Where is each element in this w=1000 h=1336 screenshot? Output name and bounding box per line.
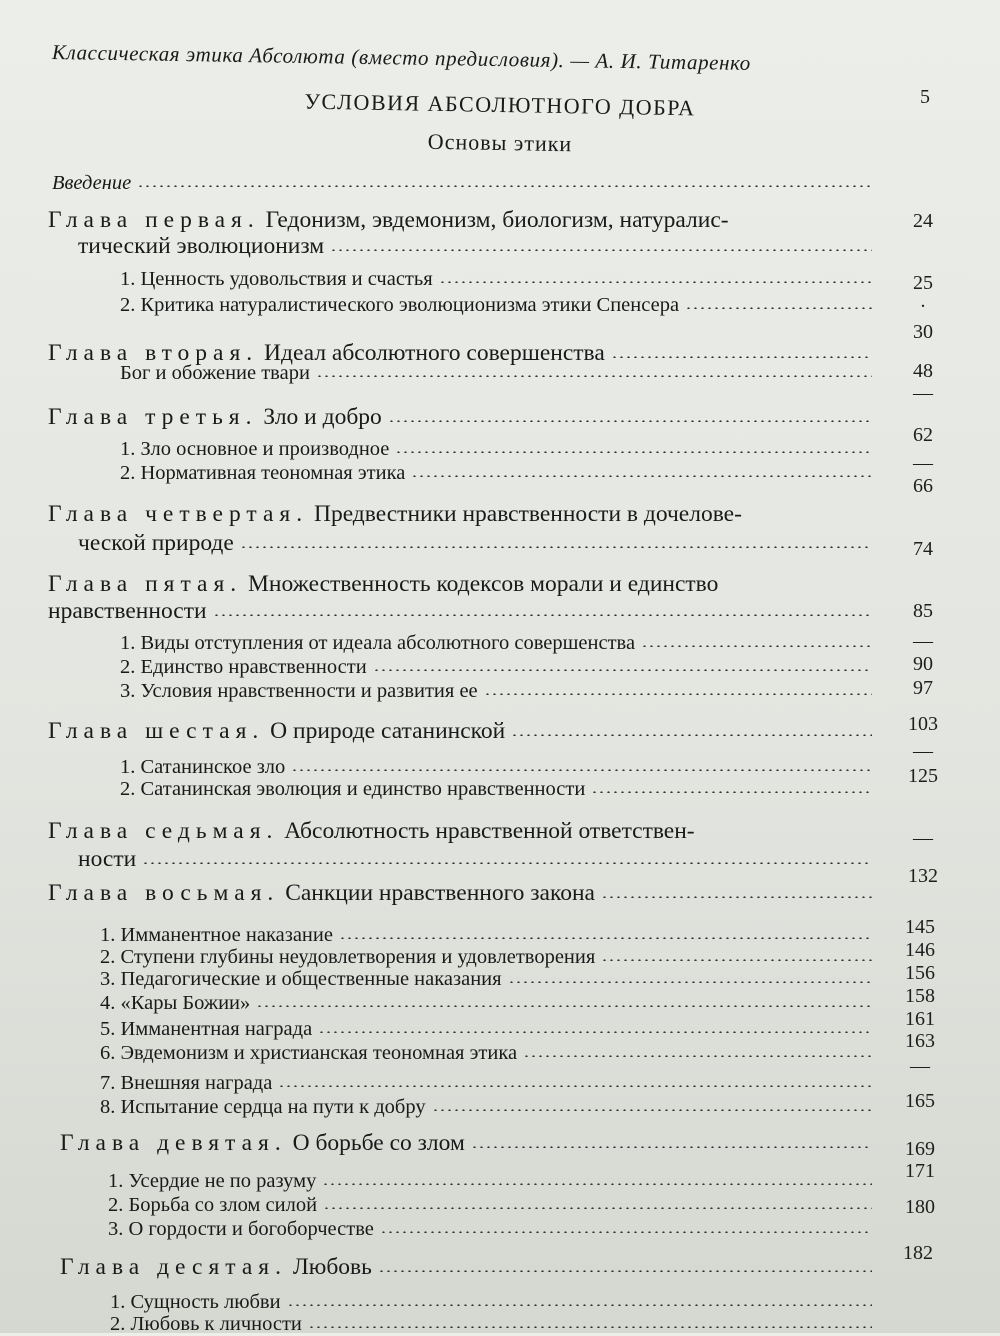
- section-label: 1. Сатанинское зло: [120, 756, 286, 778]
- chapter-title: О борьбе со злом: [292, 1130, 465, 1156]
- chapter-word: Глава третья.: [48, 404, 258, 430]
- chapter-title: Множественность кодексов морали и единство: [248, 571, 719, 597]
- toc-entry: [108, 1218, 872, 1241]
- leader-dots: [395, 451, 872, 453]
- chapter-5-page: 85: [913, 600, 933, 622]
- toc-entry: [100, 946, 872, 969]
- chapter-7-page: —: [913, 827, 933, 849]
- chapter-title-cont: ности: [78, 846, 137, 872]
- leader-dots: [432, 1109, 872, 1111]
- leader-dots: [330, 249, 872, 251]
- leader-dots: [601, 959, 872, 961]
- book-title: УСЛОВИЯ АБСОЛЮТНОГО ДОБРА: [304, 88, 696, 121]
- leader-dots: [511, 734, 872, 736]
- toc-entry: [120, 778, 872, 801]
- toc-entry: [120, 462, 872, 485]
- section-page: 146: [905, 939, 935, 961]
- toc-entry: [108, 1170, 872, 1193]
- section-page: 161: [905, 1008, 935, 1030]
- toc-entry: [120, 756, 872, 779]
- leader-dots: [685, 307, 872, 309]
- section-label: 2. Критика натуралистического эволюционизма этики Спенсера: [120, 294, 680, 316]
- leader-dots: [411, 475, 872, 477]
- chapter-7-page-2: 132: [908, 865, 938, 887]
- chapter-title: Любовь: [292, 1254, 372, 1280]
- chapter-word: Глава четвертая.: [48, 501, 309, 527]
- chapter-2-page: 48: [913, 360, 933, 382]
- toc-entry: [120, 632, 872, 655]
- section-label: 2. Борьба со злом силой: [108, 1194, 318, 1216]
- section-page: —: [913, 740, 933, 762]
- chapter-5-heading: [48, 571, 872, 598]
- chapter-8-heading: [48, 880, 872, 907]
- section-page: 165: [905, 1090, 935, 1112]
- chapter-title-cont: ческой природе: [78, 530, 234, 556]
- chapter-word: Глава девятая.: [60, 1130, 287, 1156]
- chapter-4-page: 74: [913, 538, 933, 560]
- toc-entry: [100, 968, 872, 991]
- leader-dots: [471, 1146, 872, 1148]
- chapter-word: Глава десятая.: [60, 1254, 287, 1280]
- toc-entry: [120, 680, 872, 703]
- section-label: 7. Внешняя награда: [100, 1072, 273, 1094]
- chapter-7-heading-cont: [78, 846, 872, 873]
- section-label: 2. Сатанинская эволюция и единство нравственности: [120, 778, 586, 800]
- toc-entry: [120, 438, 872, 461]
- chapter-1-heading-cont: [78, 233, 872, 260]
- section-page: 180: [905, 1196, 935, 1218]
- section-label: 5. Имманентная награда: [100, 1018, 313, 1040]
- toc-entry: [100, 1096, 872, 1119]
- chapter-10-heading: [60, 1254, 872, 1281]
- leader-dots: [322, 1183, 872, 1185]
- section-label: 2. Нормативная теономная этика: [120, 462, 406, 484]
- leader-dots: [339, 937, 872, 939]
- chapter-word: Глава шестая.: [48, 718, 265, 744]
- section-label: 1. Сущность любви: [110, 1291, 281, 1313]
- leader-dots: [484, 693, 872, 695]
- toc-entry: [120, 294, 872, 317]
- leader-dots: [240, 546, 872, 548]
- section-page: —: [913, 382, 933, 404]
- leader-dots: [641, 645, 872, 647]
- section-page: 90: [913, 653, 933, 675]
- section-label: 2. Ступени глубины неудовлетворения и удовлетворения: [100, 946, 596, 968]
- section-page: 25: [913, 272, 933, 294]
- chapter-word: Глава восьмая.: [48, 880, 280, 906]
- chapter-4-heading-cont: [78, 530, 872, 557]
- section-label: 8. Испытание сердца на пути к добру: [100, 1096, 426, 1118]
- chapter-3-heading: [48, 404, 872, 431]
- chapter-title: Идеал абсолютного совершенства: [264, 340, 605, 366]
- chapter-6-page: 103: [908, 713, 938, 735]
- toc-intro: [52, 172, 872, 195]
- chapter-word: Глава вторая.: [48, 340, 259, 366]
- chapter-4-heading: [48, 501, 872, 528]
- section-page: 163: [905, 1030, 935, 1052]
- chapter-word: Глава пятая.: [48, 571, 243, 597]
- chapter-3-page: 62: [913, 424, 933, 446]
- leader-dots: [318, 1031, 872, 1033]
- section-label: 1. Ценность удовольствия и счастья: [120, 268, 433, 290]
- section-label: 4. «Кары Божии»: [100, 992, 251, 1014]
- chapter-title-cont: нравственности: [48, 598, 207, 624]
- book-subtitle: Основы этики: [427, 128, 573, 157]
- leader-dots: [323, 1207, 872, 1209]
- section-label: 1. Виды отступления от идеала абсолютного совершенства: [120, 632, 636, 654]
- toc-entry: [100, 1018, 872, 1041]
- section-label: 1. Имманентное наказание: [100, 924, 333, 946]
- chapter-title: Предвестники нравственности в дочелове-: [313, 501, 742, 527]
- leader-dots: [137, 185, 872, 187]
- chapter-word: Глава седьмая.: [48, 818, 279, 844]
- chapter-title-cont: тический эволюционизм: [78, 233, 325, 259]
- preface-line: [52, 40, 751, 76]
- section-page: 171: [905, 1160, 935, 1182]
- chapter-title: Гедонизм, эвдемонизм, биологизм, натуралис-: [265, 207, 729, 233]
- section-page: 97: [913, 677, 933, 699]
- preface-text: Классическая этика Абсолюта (вместо предисловия). — А. И. Титаренко: [51, 40, 752, 75]
- chapter-9-heading: [60, 1130, 872, 1157]
- leader-dots: [308, 1326, 872, 1328]
- leader-dots: [278, 1085, 872, 1087]
- toc-entry: [100, 1042, 872, 1065]
- section-label: 3. Условия нравственности и развития ее: [120, 680, 478, 702]
- leader-dots: [287, 1304, 872, 1306]
- leader-dots: [316, 375, 872, 377]
- toc-entry: [120, 656, 872, 679]
- section-label: 3. Педагогические и общественные наказания: [100, 968, 502, 990]
- leader-dots: [601, 896, 872, 898]
- toc-entry: [110, 1291, 872, 1314]
- leader-dots: [523, 1055, 872, 1057]
- chapter-1-page: 24: [913, 210, 933, 232]
- chapter-1-heading: [48, 207, 872, 234]
- chapter-6-heading: [48, 718, 872, 745]
- toc-entry: [100, 924, 872, 947]
- chapter-title: Абсолютность нравственной ответствен-: [284, 818, 695, 844]
- leader-dots: [508, 981, 872, 983]
- leader-dots: [380, 1231, 872, 1233]
- section-page: 66: [913, 475, 933, 497]
- section-page: 156: [905, 962, 935, 984]
- section-label: 2. Любовь к личности: [110, 1313, 302, 1335]
- leader-dots: [291, 769, 872, 771]
- leader-dots: [373, 669, 872, 671]
- section-label: 6. Эвдемонизм и христианская теономная этика: [100, 1042, 518, 1064]
- toc-entry: [100, 992, 872, 1015]
- toc-entry: [108, 1194, 872, 1217]
- preface-page: 5: [920, 86, 930, 108]
- toc-entry: [100, 1072, 872, 1095]
- leader-dots: [388, 420, 872, 422]
- section-label: 3. О гордости и богоборчестве: [108, 1218, 374, 1240]
- section-page: 145: [905, 916, 935, 938]
- section-page: —: [910, 1055, 930, 1077]
- ditto-mark: .: [920, 290, 926, 312]
- intro-label: Введение: [52, 172, 132, 194]
- leader-dots: [213, 614, 872, 616]
- chapter-title: Зло и добро: [263, 404, 382, 430]
- chapter-9-page: 169: [905, 1138, 935, 1160]
- section-page: 125: [908, 765, 938, 787]
- section-label: 1. Усердие не по разуму: [108, 1170, 317, 1192]
- section-page: —: [913, 452, 933, 474]
- leader-dots: [256, 1005, 872, 1007]
- chapter-5-heading-cont: [48, 598, 872, 625]
- section-label: 1. Зло основное и производное: [120, 438, 390, 460]
- leader-dots: [439, 281, 872, 283]
- leader-dots: [611, 356, 872, 358]
- section-page: 158: [905, 985, 935, 1007]
- chapter-10-page: 182: [903, 1242, 933, 1264]
- section-label: 2. Единство нравственности: [120, 656, 367, 678]
- section-page: 30: [913, 321, 933, 343]
- chapter-title: Санкции нравственного закона: [285, 880, 595, 906]
- leader-dots: [142, 862, 872, 864]
- chapter-word: Глава первая.: [48, 207, 260, 233]
- section-label: Бог и обожение твари: [120, 362, 310, 384]
- chapter-title: О природе сатанинской: [270, 718, 506, 744]
- leader-dots: [591, 791, 872, 793]
- toc-entry: [120, 268, 872, 291]
- leader-dots: [378, 1270, 872, 1272]
- chapter-7-heading: [48, 818, 872, 845]
- section-page: —: [913, 630, 933, 652]
